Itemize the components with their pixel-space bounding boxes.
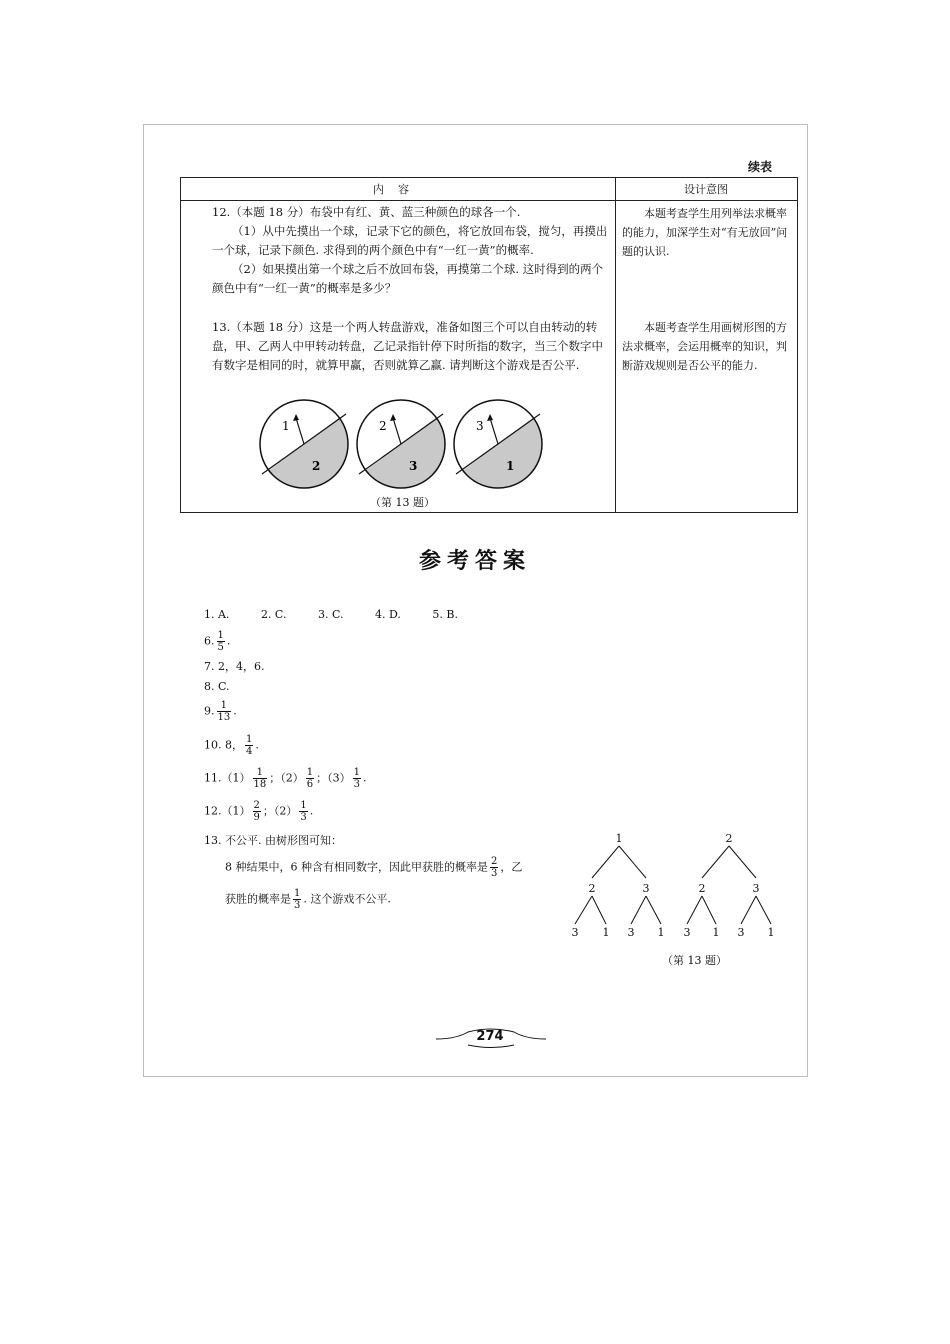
spinner-2-top: 2 — [379, 419, 387, 433]
fraction: $\frac{1}{5}$ — [217, 630, 224, 653]
answer-7: 7. 2，4，6. — [204, 660, 265, 673]
header-content: 内容 — [373, 183, 423, 196]
continued-label: 续表 — [748, 160, 773, 174]
spinner-figure — [256, 398, 546, 498]
answer-12-part: ；（2） — [262, 804, 298, 818]
fraction: $\frac{1}{3}$ — [294, 888, 301, 911]
table-header — [181, 178, 797, 201]
spinner-2-bottom: 3 — [409, 459, 418, 473]
answer-13-text: . 这个游戏不公平. — [303, 892, 391, 906]
tree-leaf: 3 — [683, 926, 691, 939]
tree-mid: 2 — [588, 882, 596, 895]
tree-leaf: 1 — [657, 926, 665, 939]
tree-leaf: 3 — [571, 926, 579, 939]
tree-leaf: 3 — [627, 926, 635, 939]
answer-13-text: 获胜的概率是 — [225, 892, 291, 906]
tree-caption: （第 13 题） — [662, 954, 727, 967]
answer-13-line2 — [225, 856, 522, 879]
tree-root: 1 — [615, 832, 623, 845]
tree-leaf: 1 — [602, 926, 610, 939]
answer-13-text: 8 种结果中，6 种含有相同数字，因此甲获胜的概率是 — [225, 860, 488, 874]
mc-answer: 4. D. — [374, 608, 401, 621]
spinner-1-bottom: 2 — [312, 459, 321, 473]
mc-answers — [204, 608, 486, 622]
q12-part2: （2）如果摸出第一个球之后不放回布袋，再摸第二个球. 这时得到的两个颜色中有“一红一黄”的概率是多少？ — [212, 262, 604, 295]
question-12 — [212, 203, 612, 298]
fraction: $\frac{2}{9}$ — [253, 800, 260, 823]
q13-intent: 本题考查学生用画树形图的方法求概率，会运用概率的知识，判断游戏规则是否公平的能力. — [622, 321, 787, 372]
fraction: $\frac{1}{6}$ — [306, 767, 314, 790]
mc-answer: 1. A. — [204, 608, 230, 621]
q12-stem: 12.（本题 18 分）布袋中有红、黄、蓝三种颜色的球各一个. — [212, 205, 521, 219]
tree-root: 2 — [725, 832, 733, 845]
answer-13-line1: 13. 不公平. 由树形图可知： — [204, 834, 342, 847]
spinner-1 — [244, 384, 364, 504]
answer-11: 11.（1） $\frac{1}{18}$ ；（2） $\frac{1}{6}$ ；（3） $\frac{1}{3}$ . — [204, 767, 367, 790]
header-intent: 设计意图 — [684, 183, 728, 196]
question-13: 13.（本题 18 分）这是一个两人转盘游戏，准备如图三个可以自由转动的转盘，甲、乙两人中甲转动转盘，乙记录指针停下时所指的数字，当三个数字中有数字是相同的时，就算甲赢，否则就算乙赢. 请判断这个游戏是否公平. — [212, 320, 603, 372]
fraction: $\frac{1}{13}$ — [217, 700, 231, 723]
tree-leaf: 1 — [767, 926, 775, 939]
q12-intent: 本题考查学生用列举法求概率的能力，加深学生对“有无放回”问题的认识. — [622, 207, 788, 258]
answer-12: 12.（1） $\frac{2}{9}$ ；（2） $\frac{1}{3}$ . — [204, 800, 314, 823]
answer-9: 9. $\frac{1}{13}$ . — [204, 700, 237, 723]
fraction: $\frac{1}{4}$ — [246, 734, 253, 757]
fraction: $\frac{1}{18}$ — [253, 767, 267, 790]
fraction: $\frac{1}{3}$ — [300, 800, 307, 823]
answers-title: 参考答案 — [418, 549, 531, 574]
tree-leaf: 1 — [712, 926, 720, 939]
page-number: 274 — [476, 1029, 504, 1044]
tree-mid: 3 — [752, 882, 760, 895]
answer-13-line3 — [225, 888, 391, 911]
q12-part1: （1）从中先摸出一个球，记录下它的颜色，将它放回布袋，搅匀，再摸出一个球，记录下颜色. 求得到的两个颜色中有“一红一黄”的概率. — [212, 224, 608, 257]
answer-13-text: ，乙 — [500, 860, 523, 874]
tree-mid: 3 — [642, 882, 650, 895]
answer-12-part: 12.（1） — [204, 804, 251, 818]
fraction: $\frac{2}{3}$ — [491, 856, 498, 879]
answer-11-part: ；（2） — [269, 771, 304, 785]
spinner-2 — [341, 384, 461, 504]
answer-11-part: 11.（1） — [204, 771, 251, 785]
fraction: $\frac{1}{3}$ — [353, 767, 360, 790]
tree-leaf: 3 — [737, 926, 745, 939]
spinner-caption: （第 13 题） — [370, 496, 435, 509]
tree-mid: 2 — [698, 882, 706, 895]
mc-answer: 2. C. — [260, 608, 287, 621]
tree-diagram — [562, 830, 792, 950]
answer-8: 8. C. — [204, 680, 230, 693]
answer-10-prefix: 10. 8， — [204, 738, 243, 752]
spinner-3 — [438, 384, 558, 504]
column-divider — [615, 178, 616, 512]
mc-answer: 5. B. — [432, 608, 458, 621]
spinner-3-top: 3 — [476, 419, 484, 433]
answer-9-prefix: 9. — [204, 704, 215, 718]
answer-6: 6. $\frac{1}{5}$ . — [204, 630, 231, 653]
spinner-1-top: 1 — [282, 419, 290, 433]
answer-6-prefix: 6. — [204, 634, 215, 648]
answer-10: 10. 8， $\frac{1}{4}$ . — [204, 734, 259, 757]
mc-answer: 3. C. — [317, 608, 344, 621]
spinner-3-bottom: 1 — [506, 459, 515, 473]
answer-11-part: ；（3） — [316, 771, 351, 785]
